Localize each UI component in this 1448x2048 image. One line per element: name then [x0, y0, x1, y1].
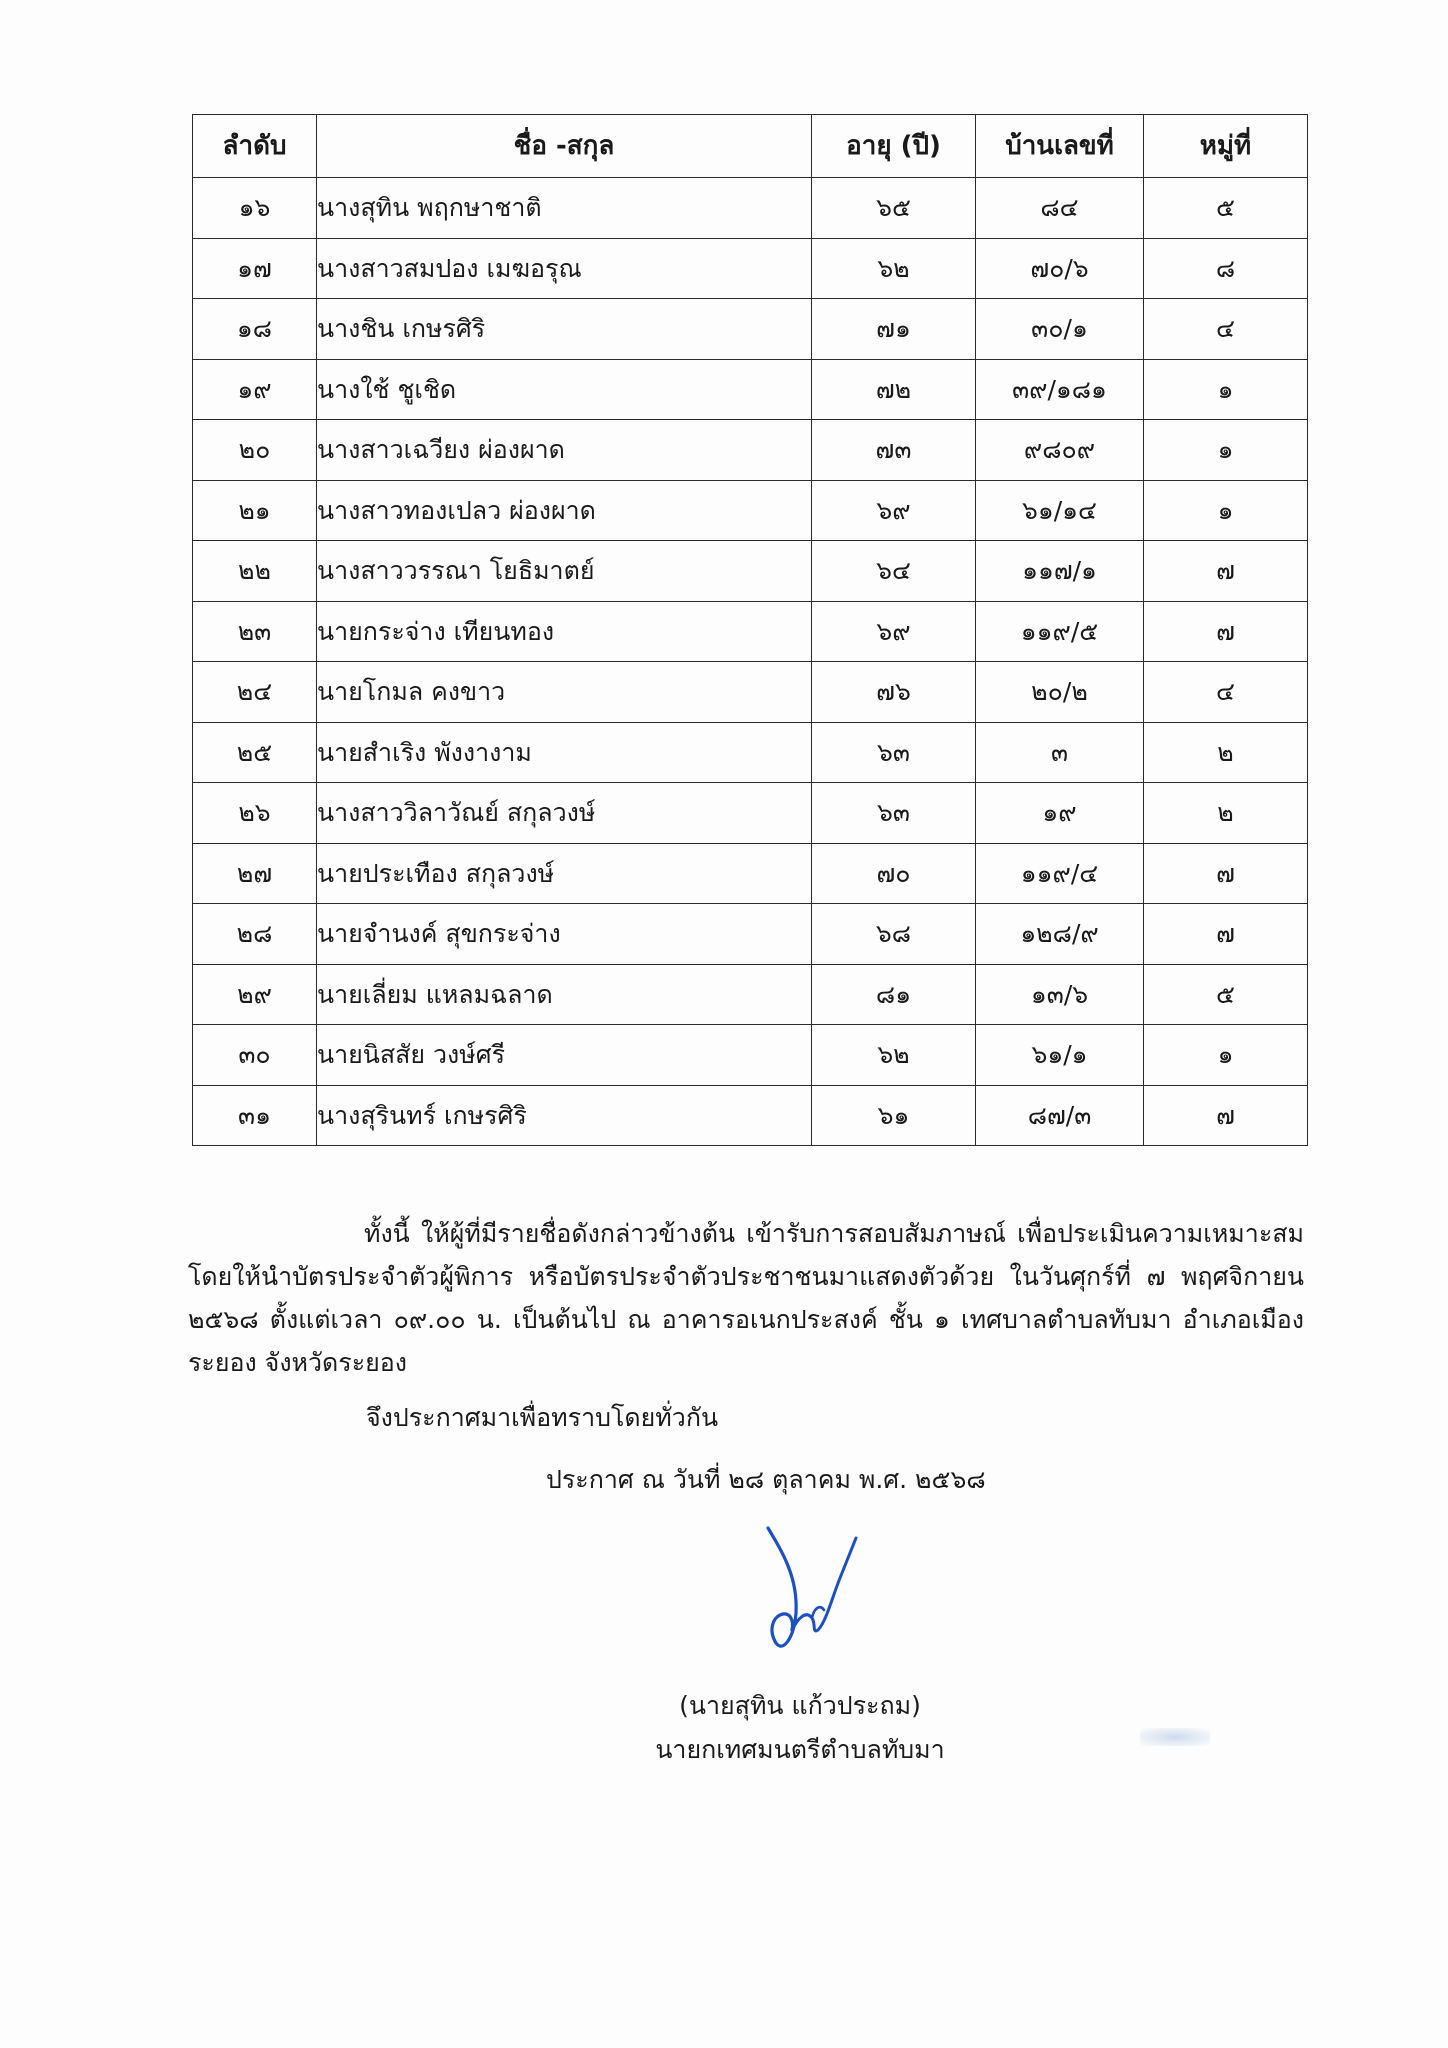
- header-order: ลำดับ: [193, 115, 317, 178]
- cell-house-number: ๑๑๗/๑: [976, 541, 1144, 602]
- cell-village-number: ๗: [1144, 1085, 1308, 1146]
- cell-age: ๖๓: [812, 722, 976, 783]
- cell-order: ๑๙: [193, 359, 317, 420]
- header-name: ชื่อ -สกุล: [317, 115, 812, 178]
- cell-order: ๑๗: [193, 238, 317, 299]
- table-row: [193, 420, 1308, 481]
- cell-age: ๗๐: [812, 843, 976, 904]
- cell-village-number: ๗: [1144, 541, 1308, 602]
- cell-age: ๖๒: [812, 1025, 976, 1086]
- cell-house-number: ๑๙: [976, 783, 1144, 844]
- cell-age: ๗๖: [812, 662, 976, 723]
- cell-village-number: ๑: [1144, 420, 1308, 481]
- cell-age: ๗๓: [812, 420, 976, 481]
- header-house-number: บ้านเลขที่: [976, 115, 1144, 178]
- cell-order: ๒๑: [193, 480, 317, 541]
- cell-house-number: ๓๐/๑: [976, 299, 1144, 360]
- cell-order: ๒๓: [193, 601, 317, 662]
- cell-name: นายโกมล คงขาว: [317, 662, 812, 723]
- table-row: [193, 178, 1308, 239]
- cell-name: นางสาวเฉวียง ผ่องผาด: [317, 420, 812, 481]
- cell-village-number: ๗: [1144, 904, 1308, 965]
- cell-age: ๘๑: [812, 964, 976, 1025]
- cell-order: ๒๒: [193, 541, 317, 602]
- cell-age: ๖๒: [812, 238, 976, 299]
- cell-order: ๒๗: [193, 843, 317, 904]
- cell-house-number: ๑๒๘/๙: [976, 904, 1144, 965]
- cell-village-number: ๑: [1144, 1025, 1308, 1086]
- signatory-name: (นายสุทิน แก้วประถม): [679, 1691, 921, 1720]
- signatory-title: นายกเทศมนตรีตำบลทับมา: [655, 1735, 945, 1764]
- cell-village-number: ๕: [1144, 964, 1308, 1025]
- cell-order: ๒๕: [193, 722, 317, 783]
- table-row: [193, 359, 1308, 420]
- cell-house-number: ๖๑/๑๔: [976, 480, 1144, 541]
- cell-house-number: ๙๘๐๙: [976, 420, 1144, 481]
- cell-village-number: ๒: [1144, 783, 1308, 844]
- cell-age: ๖๕: [812, 178, 976, 239]
- cell-name: นายประเทือง สกุลวงษ์: [317, 843, 812, 904]
- cell-name: นายจำนงค์ สุขกระจ่าง: [317, 904, 812, 965]
- cell-village-number: ๑: [1144, 480, 1308, 541]
- announcement-line: จึงประกาศมาเพื่อทราบโดยทั่วกัน: [366, 1403, 719, 1432]
- table-row: [193, 480, 1308, 541]
- cell-house-number: ๑๑๙/๔: [976, 843, 1144, 904]
- cell-order: ๒๐: [193, 420, 317, 481]
- cell-house-number: ๓: [976, 722, 1144, 783]
- table-row: [193, 1025, 1308, 1086]
- cell-village-number: ๗: [1144, 843, 1308, 904]
- instruction-paragraph: ทั้งนี้ ให้ผู้ที่มีรายชื่อดังกล่าวข้างต้น เข้ารับการสอบสัมภาษณ์ เพื่อประเมินความเหมาะสม โดยให้นำบัตรประจำตัวผู้พิการ หรือบัตรประจำตัวประชาชนมาแสดงตัวด้วย ในวันศุกร์ที่ ๗ พฤศจิกายน ๒๕๖๘ ตั้งแต่เวลา ๐๙.๐๐ น. เป็นต้นไป ณ อาคารอเนกประสงค์ ชั้น ๑ เทศบาลตำบลทับมา อำเภอเมืองระยอง จังหวัดระยอง: [188, 1219, 1304, 1377]
- cell-age: ๖๙: [812, 601, 976, 662]
- cell-village-number: ๒: [1144, 722, 1308, 783]
- table-row: [193, 904, 1308, 965]
- table-row: [193, 1085, 1308, 1146]
- cell-house-number: ๘๗/๓: [976, 1085, 1144, 1146]
- cell-house-number: ๗๐/๖: [976, 238, 1144, 299]
- cell-age: ๖๑: [812, 1085, 976, 1146]
- cell-order: ๑๘: [193, 299, 317, 360]
- cell-name: นางชิน เกษรศิริ: [317, 299, 812, 360]
- cell-age: ๗๒: [812, 359, 976, 420]
- cell-house-number: ๖๑/๑: [976, 1025, 1144, 1086]
- cell-name: นางสาววิลาวัณย์ สกุลวงษ์: [317, 783, 812, 844]
- cell-name: นางสาวทองเปลว ผ่องผาด: [317, 480, 812, 541]
- table-row: [193, 783, 1308, 844]
- signature-image: [728, 1518, 878, 1668]
- header-age: อายุ (ปี): [812, 115, 976, 178]
- cell-age: ๖๔: [812, 541, 976, 602]
- table-row: [193, 601, 1308, 662]
- cell-order: ๒๖: [193, 783, 317, 844]
- cell-village-number: ๔: [1144, 662, 1308, 723]
- table-row: [193, 299, 1308, 360]
- cell-name: นางใช้ ชูเชิด: [317, 359, 812, 420]
- cell-order: ๓๐: [193, 1025, 317, 1086]
- announcement-date: ประกาศ ณ วันที่ ๒๘ ตุลาคม พ.ศ. ๒๕๖๘: [546, 1465, 986, 1494]
- roster-table: [192, 114, 1308, 1146]
- cell-village-number: ๕: [1144, 178, 1308, 239]
- table-row: [193, 238, 1308, 299]
- cell-order: ๒๘: [193, 904, 317, 965]
- cell-order: ๒๙: [193, 964, 317, 1025]
- cell-name: นายนิสสัย วงษ์ศรี: [317, 1025, 812, 1086]
- cell-village-number: ๔: [1144, 299, 1308, 360]
- cell-name: นางสาววรรณา โยธิมาตย์: [317, 541, 812, 602]
- cell-age: ๗๑: [812, 299, 976, 360]
- cell-name: นางสุทิน พฤกษาชาติ: [317, 178, 812, 239]
- table-row: [193, 662, 1308, 723]
- cell-village-number: ๗: [1144, 601, 1308, 662]
- table-body: [193, 178, 1308, 1146]
- cell-house-number: ๓๙/๑๘๑: [976, 359, 1144, 420]
- cell-name: นางสาวสมปอง เมฆอรุณ: [317, 238, 812, 299]
- cell-house-number: ๑๓/๖: [976, 964, 1144, 1025]
- cell-order: ๒๔: [193, 662, 317, 723]
- cell-house-number: ๒๐/๒: [976, 662, 1144, 723]
- scan-smudge: [1140, 1728, 1210, 1746]
- table-row: [193, 843, 1308, 904]
- cell-name: นางสุรินทร์ เกษรศิริ: [317, 1085, 812, 1146]
- cell-order: ๓๑: [193, 1085, 317, 1146]
- cell-age: ๖๙: [812, 480, 976, 541]
- cell-house-number: ๘๔: [976, 178, 1144, 239]
- cell-village-number: ๘: [1144, 238, 1308, 299]
- cell-order: ๑๖: [193, 178, 317, 239]
- cell-name: นายกระจ่าง เทียนทอง: [317, 601, 812, 662]
- table-row: [193, 541, 1308, 602]
- cell-age: ๖๘: [812, 904, 976, 965]
- cell-village-number: ๑: [1144, 359, 1308, 420]
- header-village-number: หมู่ที่: [1144, 115, 1308, 178]
- cell-house-number: ๑๑๙/๕: [976, 601, 1144, 662]
- cell-name: นายสำเริง พังงางาม: [317, 722, 812, 783]
- table-header-row: [193, 115, 1308, 178]
- table-row: [193, 964, 1308, 1025]
- cell-age: ๖๓: [812, 783, 976, 844]
- table-row: [193, 722, 1308, 783]
- cell-name: นายเลี่ยม แหลมฉลาด: [317, 964, 812, 1025]
